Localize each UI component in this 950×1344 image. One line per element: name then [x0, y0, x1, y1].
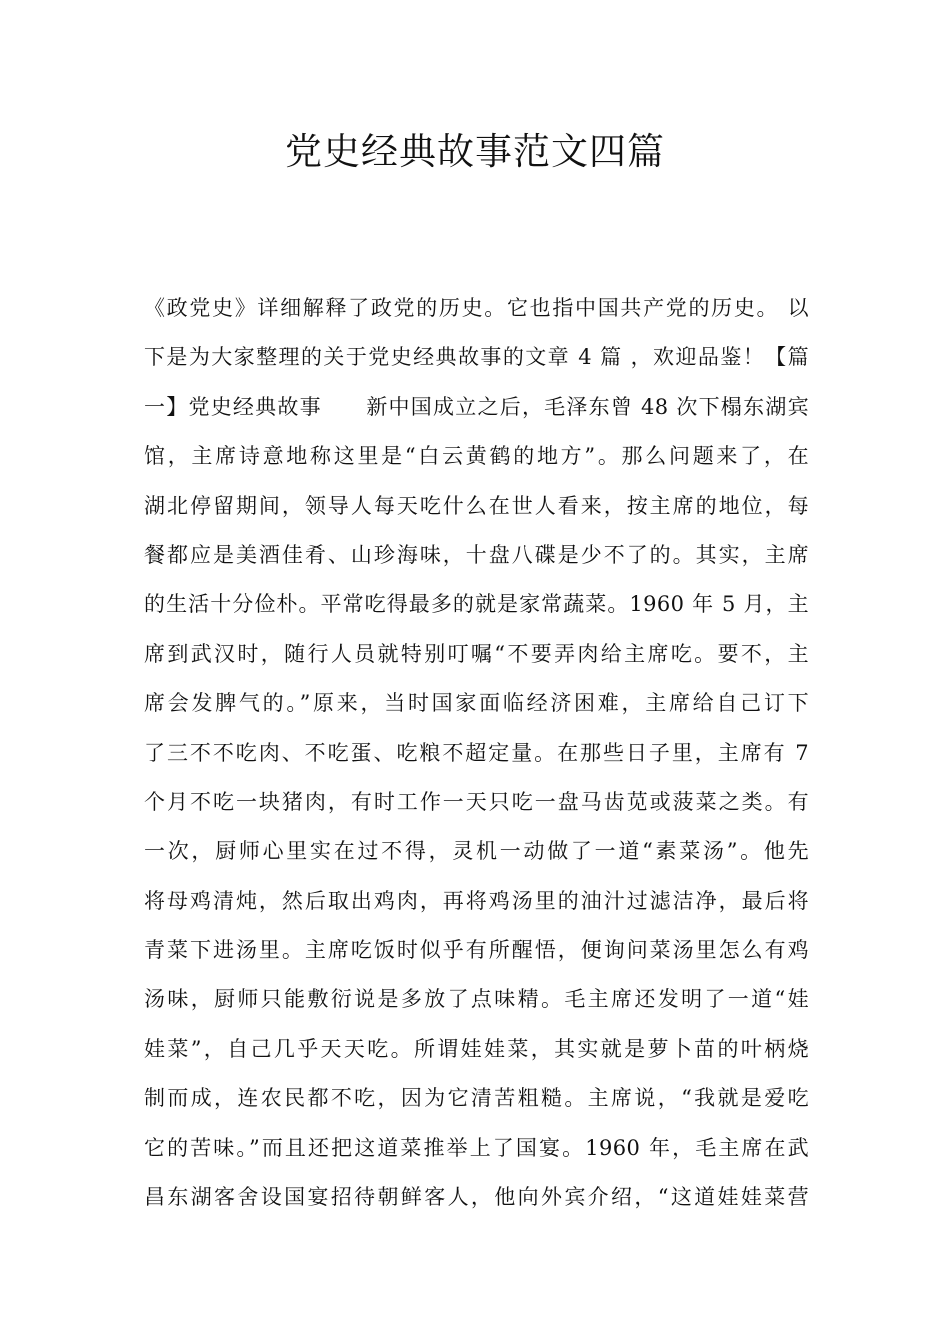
- text-line: 的生活十分俭朴。平常吃得最多的就是家常蔬菜。1960 年 5 月，主: [144, 592, 809, 617]
- text-line: 它的苦味。”而且还把这道菜推举上了国宴。1960 年，毛主席在武: [144, 1135, 809, 1160]
- body-paragraph: [144, 284, 809, 1222]
- text-line: 下是为大家整理的关于党史经典故事的文章 4 篇 ，欢迎品鉴！【篇: [144, 345, 809, 370]
- text-line: 个月不吃一块猪肉，有时工作一天只吃一盘马齿苋或菠菜之类。有: [144, 789, 809, 814]
- text-line: 了三不不吃肉、不吃蛋、吃粮不超定量。在那些日子里，主席有 7: [144, 740, 809, 765]
- text-line: 席到武汉时，随行人员就特别叮嘱“不要弄肉给主席吃。要不，主: [144, 641, 809, 666]
- text-line: 青菜下进汤里。主席吃饭时似乎有所醒悟，便询问菜汤里怎么有鸡: [144, 938, 809, 963]
- text-line: 将母鸡清炖，然后取出鸡肉，再将鸡汤里的油汁过滤洁净，最后将: [144, 888, 809, 913]
- text-line: 一】党史经典故事 新中国成立之后，毛泽东曾 48 次下榻东湖宾: [144, 394, 809, 419]
- text-line: 汤味，厨师只能敷衍说是多放了点味精。毛主席还发明了一道“娃: [144, 987, 809, 1012]
- text-line: 馆，主席诗意地称这里是“白云黄鹤的地方”。那么问题来了，在: [144, 444, 809, 469]
- text-line: 娃菜”，自己几乎天天吃。所谓娃娃菜，其实就是萝卜苗的叶柄烧: [144, 1036, 809, 1061]
- text-line: 一次，厨师心里实在过不得，灵机一动做了一道“素菜汤”。他先: [144, 839, 809, 864]
- text-line: 昌东湖客舍设国宴招待朝鲜客人，他向外宾介绍，“这道娃娃菜营: [144, 1185, 809, 1210]
- text-line: 湖北停留期间，领导人每天吃什么在世人看来，按主席的地位，每: [144, 493, 809, 518]
- text-line: 制而成，连农民都不吃，因为它清苦粗糙。主席说，“我就是爱吃: [144, 1086, 809, 1111]
- text-line: 席会发脾气的。”原来，当时国家面临经济困难，主席给自己订下: [144, 691, 809, 716]
- text-line: 餐都应是美酒佳肴、山珍海味，十盘八碟是少不了的。其实，主席: [144, 542, 809, 567]
- document-title: 党史经典故事范文四篇: [285, 130, 665, 173]
- text-line: 《政党史》详细解释了政党的历史。它也指中国共产党的历史。 以: [144, 296, 809, 320]
